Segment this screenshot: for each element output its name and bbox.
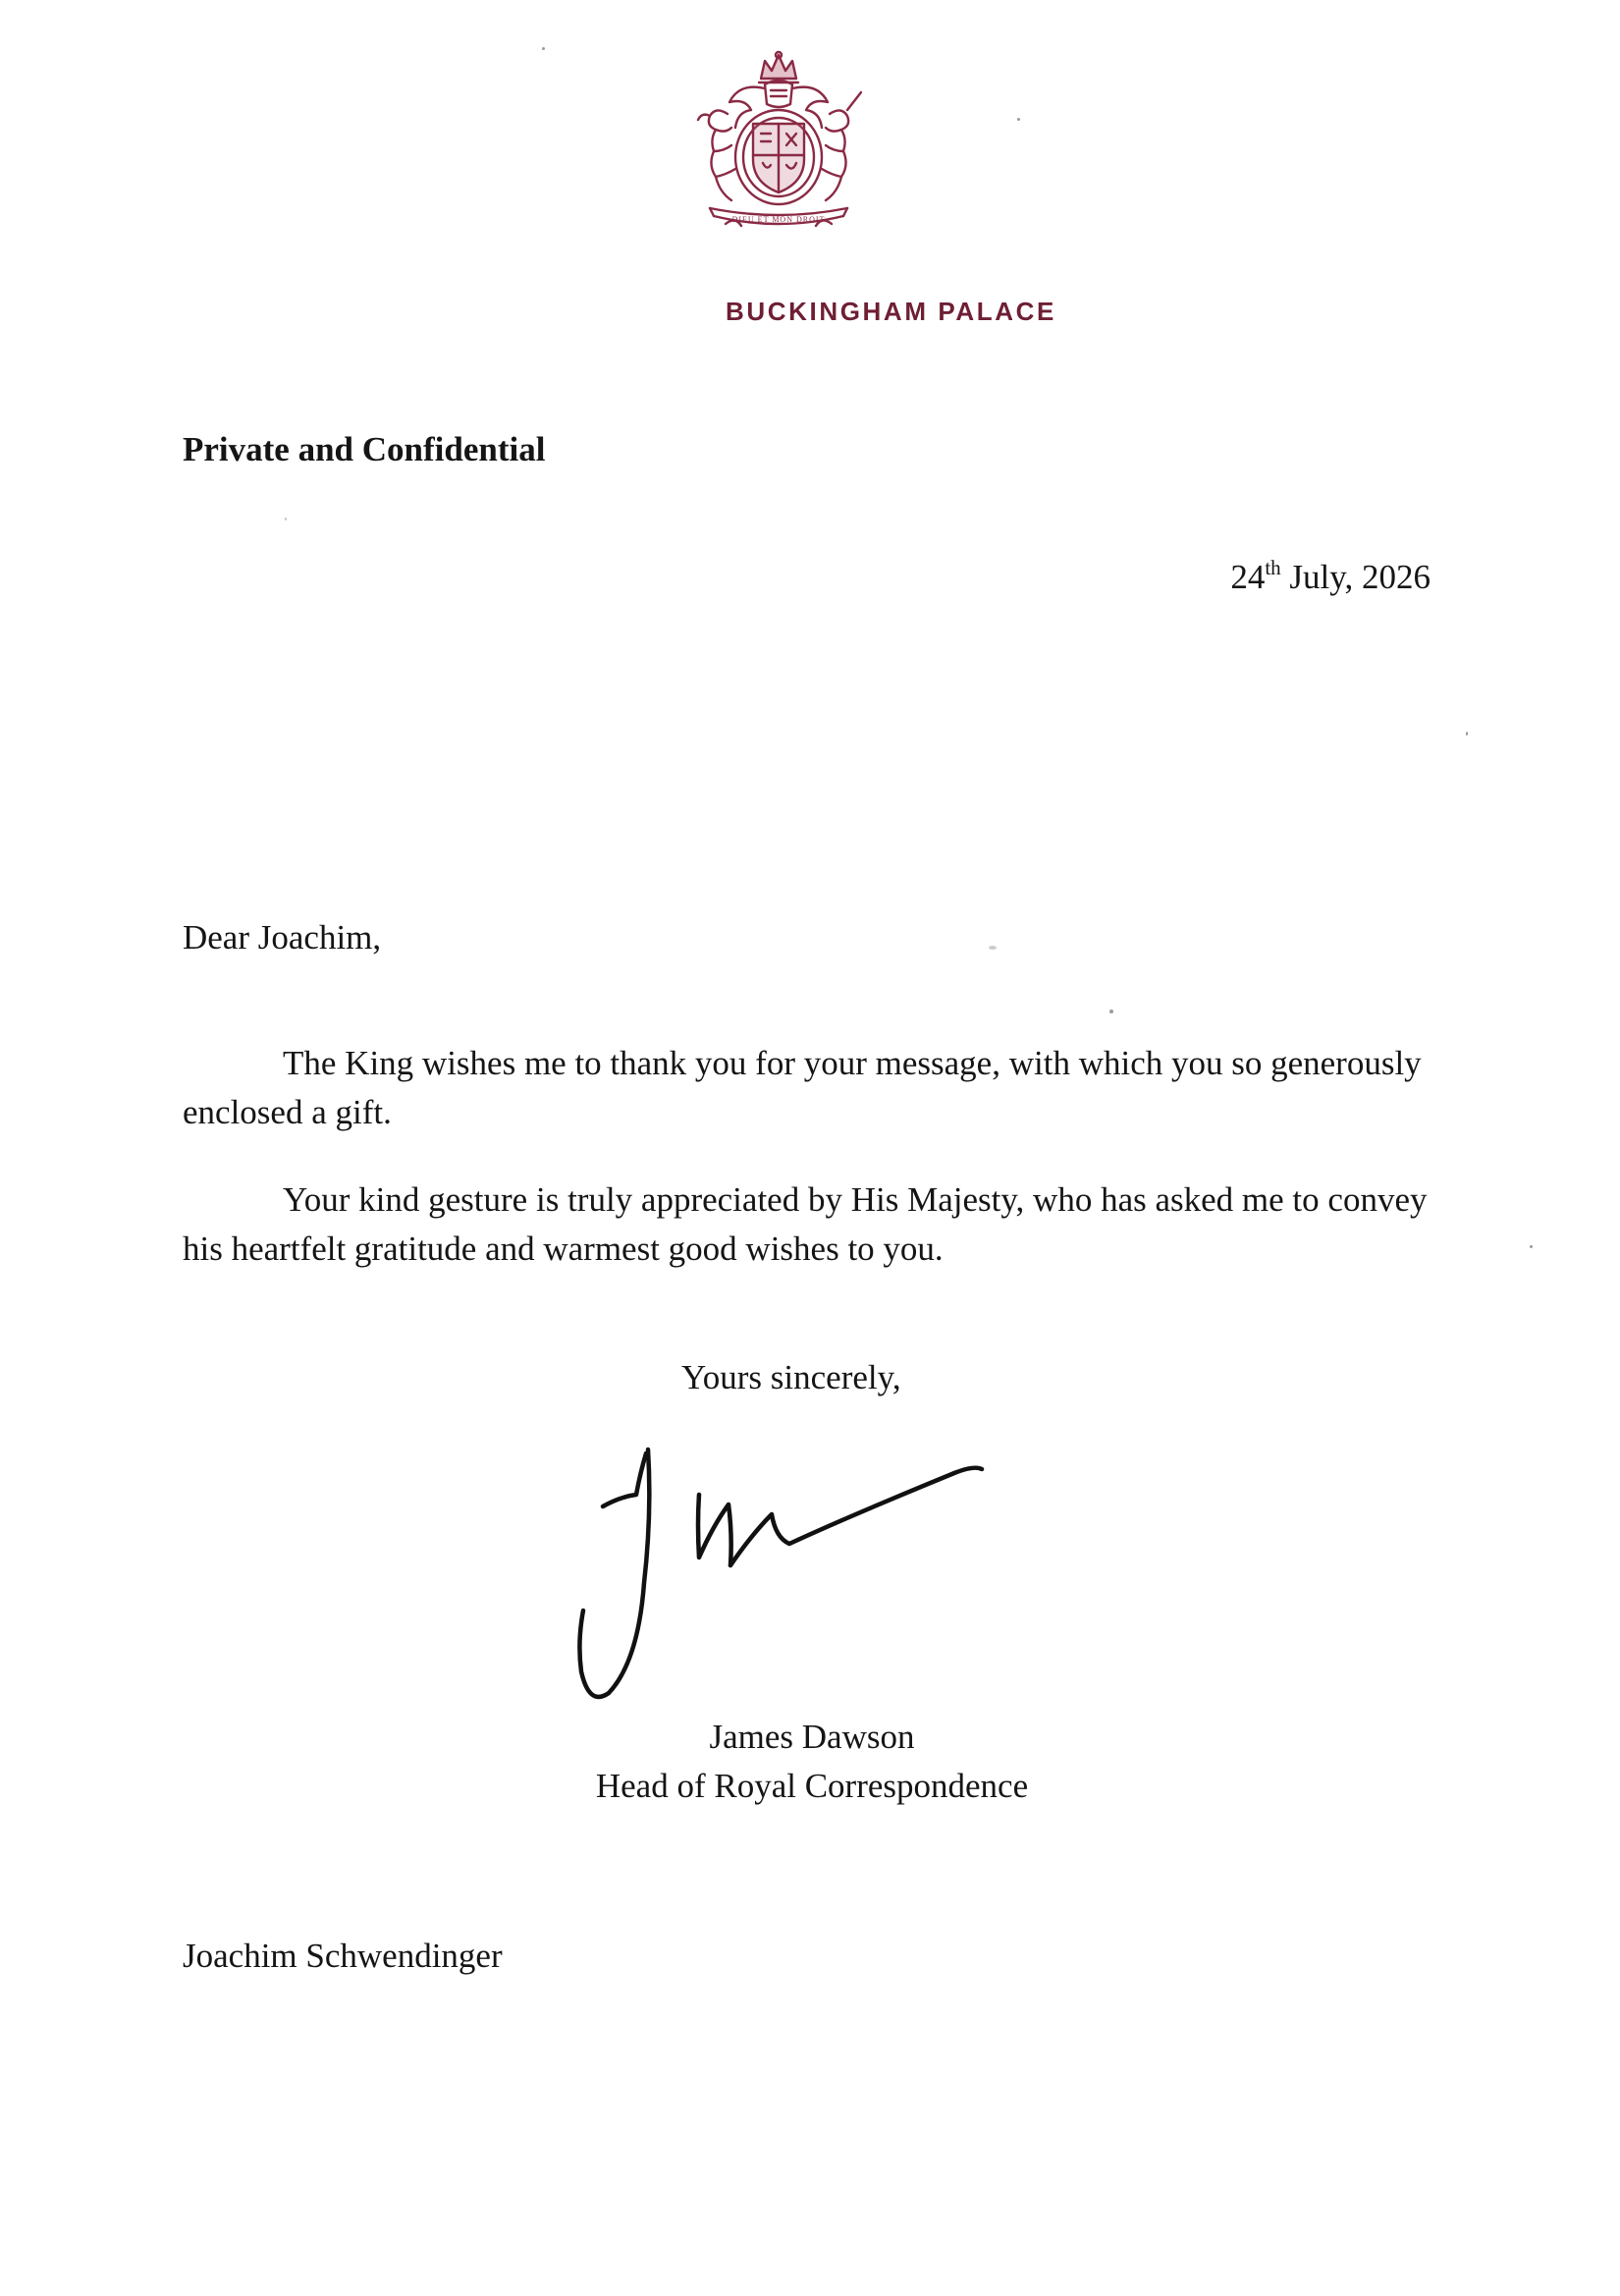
letter-date xyxy=(1230,558,1431,597)
scan-speck xyxy=(542,47,545,50)
recipient-name: Joachim Schwendinger xyxy=(183,1937,503,1975)
classification-heading: Private and Confidential xyxy=(183,430,546,468)
date-ordinal-suffix: th xyxy=(1265,556,1281,579)
closing-line: Yours sincerely, xyxy=(681,1358,901,1396)
signer-name: James Dawson xyxy=(709,1718,915,1756)
royal-coat-of-arms-icon xyxy=(680,49,877,241)
scan-speck xyxy=(1109,1010,1113,1013)
body-paragraph-1: The King wishes me to thank you for your message, with which you so generously enclosed a gift. xyxy=(183,1044,1422,1131)
svg-text:DIEU ET MON DROIT: DIEU ET MON DROIT xyxy=(731,215,826,224)
date-month-year: July, 2026 xyxy=(1280,558,1431,596)
signer-block xyxy=(567,1713,1057,1811)
scan-speck xyxy=(989,946,997,950)
body-paragraph-2: Your kind gesture is truly appreciated by His Majesty, who has asked me to convey his heartfelt gratitude and warmest good wishes to you. xyxy=(183,1180,1428,1268)
salutation: Dear Joachim, xyxy=(183,918,382,957)
scan-speck xyxy=(1466,732,1468,736)
scan-speck xyxy=(285,518,287,520)
letterhead-title: BUCKINGHAM PALACE xyxy=(726,297,1056,326)
date-day: 24 xyxy=(1230,558,1266,596)
scan-speck xyxy=(1530,1245,1533,1248)
handwritten-signature xyxy=(550,1436,1041,1721)
scan-speck xyxy=(1017,118,1020,121)
signer-title: Head of Royal Correspondence xyxy=(595,1767,1029,1805)
